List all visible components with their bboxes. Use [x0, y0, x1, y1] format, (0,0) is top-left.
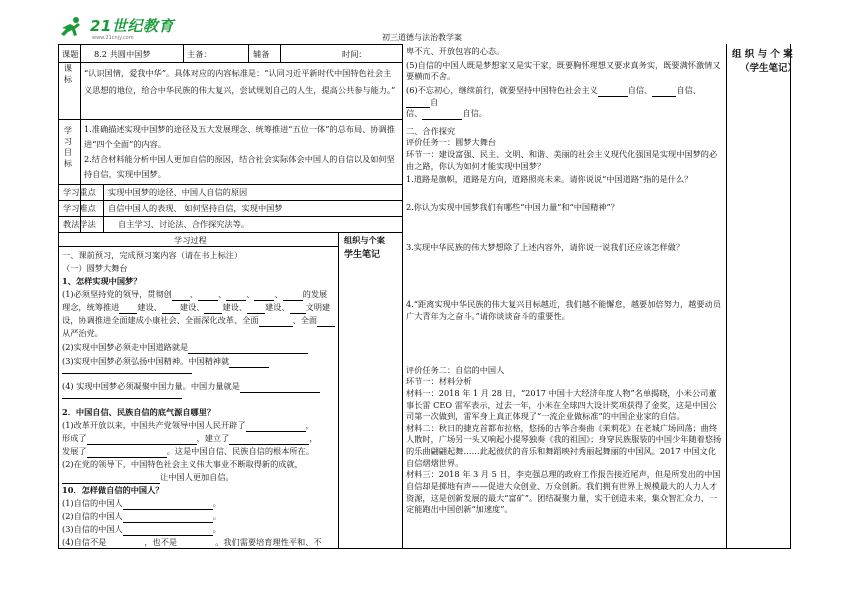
question-1-1d: 从严治党。 — [62, 328, 103, 338]
question-1-4: (4) 实现中国梦必须凝聚中国力量。中国力量就是 — [62, 381, 320, 393]
right-subtitle: （学生笔记） — [740, 63, 798, 74]
preview-instruction: 一、课前预习，完成预习案内容（请在书上标注） — [62, 250, 243, 260]
runner-logo-icon — [58, 16, 86, 38]
logo-url: www.21cnjy.com — [92, 35, 134, 41]
goals-label: 学习目标 — [63, 125, 73, 168]
method-label: 教法学法 — [63, 219, 96, 229]
question-1-1b: 理念，统筹推进 建设、 建设、 建设、 建设、 文明建 — [62, 302, 331, 312]
question-1-1: (1)必须坚持党的领导，贯彻创 、 、 、 、 的发展 — [62, 289, 328, 299]
answer-10-1: (1)自信的中国人 。 — [62, 498, 221, 508]
middle-content: 卑不亢、开放包容的心态。 (5)自信的中国人既是梦想家又是实干家，既要胸怀理想又要求真务实，既要满怀激情又要横而不舍。 (6)不忘初心，继续前行，就要坚持中国特色社会主义 自信、 自信、自 信、 自信。 二、合作探究 评价任务一：圆梦大舞台 环节一：建设富强、民主、文明、和谐、美丽的社会主义现代化强国是实现中国梦的必由之路，你认为如何才能实现中国梦？ 1.道路是旗帜，道路是方向，道路照亮未来。请你说说“中国道路”指的是什么？ 2.你认为实现中国梦我们有哪些“中国力量”和“中国精神”？ 3.实现中华民族的伟大梦想除了上述内容外，请你说一说我们还应该怎样做？ 4.“距离实现中华民族的伟大复兴目标越近，我们越不能懈怠，越要加倍努力，越要动员广大青年为之奋斗。”请你谈谈奋斗的重要性。 评价任务二：自信的中国人 环节一：材料分析 材料一：2018 年 1 月 28 日，“2017 中国十大经济年度人物”名单揭晓，小米公司董事长雷 CEO 雷军表示，过去一年，小米在全球四大设计奖项获得了金奖，这是中国公司第一次做到，雷军身上真正体现了“一流企业做标准”的中国企业家的自信。 材料二：秋日的捷克首都布拉格，悠扬的古筝合奏曲《茉莉花》在老城广场回荡；曲终人散时，广场另一头又响起小提琴独奏《我的祖国》；身穿民族服装的中国少年随着悠扬的乐曲翩翩起舞……此起彼伏的音乐和舞蹈映衬秀丽起舞丽的中国风。2017 中国文化自信熠熠世界。 材料三：2018 年 3 月 5 日，李克强总理的政府工作报告接近尾声，但是所发出的中国自信却是掷地有声——促进大众创业、万众创新。我们拥有世界上规模最大的人力人才资源，这是创新发展的最大“富矿”。团结凝聚力量，实干创造未来，集众智汇众力，一定能跑出中国创新“加速度”。 — [406, 46, 722, 515]
lead-teacher-label: 主备： — [187, 49, 212, 59]
logo-text: 21世纪教育 — [90, 17, 174, 36]
standard-text: “认识国情，爱我中华”。具体对应的内容标准是：“认同习近平新时代中国特色社会主义思想的地位，给合中华民族的伟大复兴，尝试规划自己的人生，提高公共参与能力。” — [84, 68, 396, 95]
answer-10-3: (3)自信的中国人 。 — [62, 524, 221, 534]
standard-label: 课标 — [63, 63, 73, 84]
goal-1: 1.准确描述实现中国梦的途径及五大发展理念、统筹推进“五位一体”的总布局、协调推进“四个全面”的内容。 — [84, 124, 395, 149]
notes-label: 学生笔记 — [344, 250, 381, 260]
logo — [58, 16, 174, 41]
goal-2: 2.结合材料能分析中国人更加自信的原因，结合社会实际体会中国人的自信以及如何坚持自信，实现中国梦。 — [84, 154, 395, 179]
question-2-1: (1)改革开放以来，中国共产党领导中国人民开辟了 ， — [62, 420, 314, 430]
question-10-heading: 10．怎样做自信的中国人？ — [62, 485, 164, 495]
process-label: 学习过程 — [174, 235, 207, 245]
question-2-1c: 发展了 。这是中国自信、民族自信的根本所在。 — [62, 446, 314, 456]
key-points: 实现中国梦的途径、中国人自信的原因 — [108, 187, 248, 197]
org-label: 组织与个案 — [344, 235, 385, 245]
question-2-2b: 让中国人更加自信。 — [62, 472, 234, 484]
answer-10-4: (4)自信不是 ，也不是 。我们需要培育理性平和、不 — [62, 537, 322, 547]
assist-teacher-label: 辅备 — [253, 49, 270, 59]
method-text: 自主学习、讨论法、合作探究法等。 — [118, 219, 250, 229]
answer-10-2: (2)自信的中国人 。 — [62, 511, 221, 521]
page-header: 初三道德与法治教学案 — [382, 33, 462, 42]
hard-label: 学习难点 — [63, 203, 96, 213]
right-title: 组 织 与 个 案 — [732, 49, 793, 60]
question-2-2: (2)在党的领导下，中国特色社会主义伟大事业不断取得新的成就， — [62, 459, 303, 469]
time-label: 时间： — [342, 49, 367, 59]
question-1-heading: 1、怎样实现中国梦？ — [62, 276, 142, 286]
question-2-heading: 2．中国自信、民族自信的底气源自哪里？ — [62, 407, 216, 417]
hard-points: 自信中国人的表现、 如何坚持自信，实现中国梦 — [108, 203, 283, 213]
lesson-title: 8.2 共圆中国梦 — [94, 49, 151, 59]
lesson-label: 课题 — [62, 49, 79, 59]
question-1-1c: 设，协调推进全面建成小康社会、全面深化改革、全面 、全面 — [62, 315, 336, 327]
question-1-3: (3)实现中国梦必须弘扬中国精神。中国精神就 — [62, 356, 269, 368]
question-2-1b: 形成了 ，建立了 ， — [62, 433, 318, 443]
section-dream-stage: （一）圆梦大舞台 — [62, 263, 128, 273]
key-label: 学习重点 — [63, 187, 96, 197]
question-1-2: (2)实现中国梦必须走中国道路就是 — [62, 342, 308, 354]
